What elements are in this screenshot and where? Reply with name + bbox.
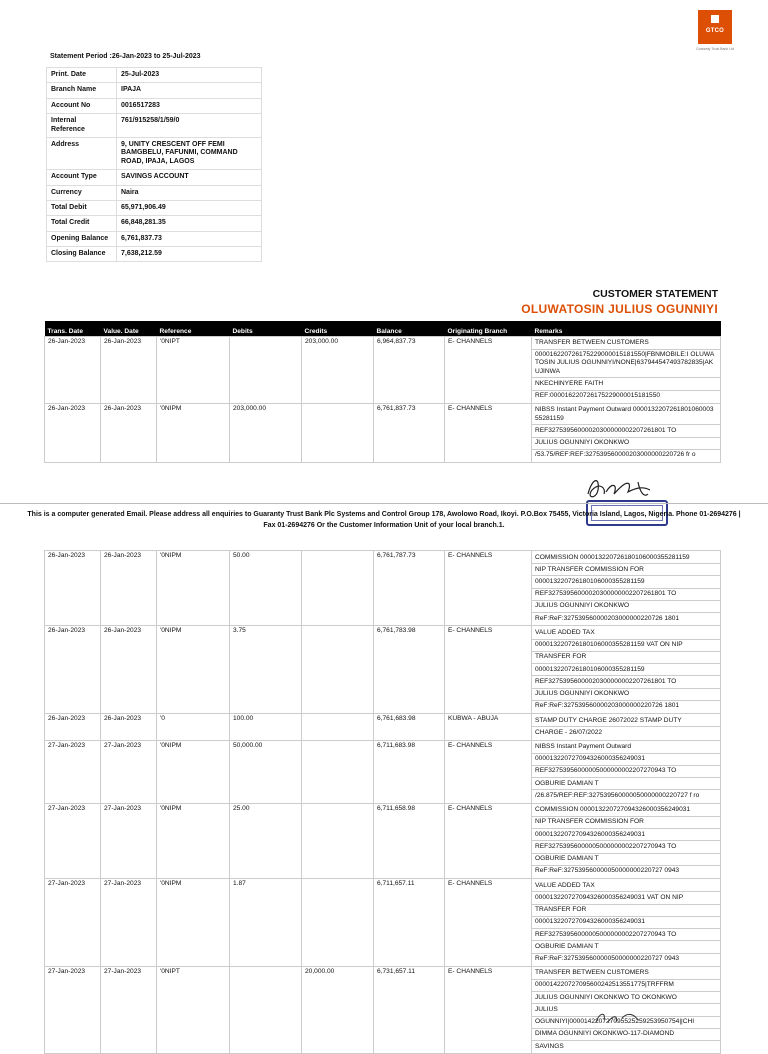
summary-label: Opening Balance bbox=[47, 231, 117, 246]
summary-row bbox=[47, 137, 262, 169]
summary-value: 6,761,837.73 bbox=[117, 231, 262, 246]
cell-value-date: 26-Jan-2023 bbox=[101, 336, 157, 403]
cell-balance: 6,711,657.11 bbox=[374, 879, 445, 967]
cell-reference: '0NIPM bbox=[157, 626, 230, 714]
remark-line: JULIUS OGUNNIYI OKONKWO TO OKONKWO bbox=[532, 992, 720, 1004]
summary-value: Naira bbox=[117, 185, 262, 200]
cell-value-date: 27-Jan-2023 bbox=[101, 803, 157, 878]
column-header: Value. Date bbox=[101, 321, 157, 336]
remark-line: 000013220727094326000356249031 bbox=[532, 829, 720, 841]
summary-label: Account Type bbox=[47, 170, 117, 185]
logo-square-icon bbox=[711, 15, 719, 23]
summary-value: 761/915258/1/59/0 bbox=[117, 114, 262, 138]
transactions-table-page2 bbox=[44, 550, 721, 1054]
cell-reference: '0NIPM bbox=[157, 551, 230, 626]
remark-line: STAMP DUTY CHARGE 26072022 STAMP DUTY bbox=[532, 715, 720, 727]
summary-label: Address bbox=[47, 137, 117, 169]
cell-debit: 50,000.00 bbox=[230, 740, 302, 803]
cell-credit: 20,000.00 bbox=[302, 966, 374, 1054]
gtco-logo bbox=[698, 10, 732, 44]
table-row bbox=[45, 626, 721, 714]
statement-title: CUSTOMER STATEMENT bbox=[592, 288, 718, 300]
cell-branch: KUBWA - ABUJA bbox=[445, 714, 532, 740]
cell-credit bbox=[302, 626, 374, 714]
cell-debit: 100.00 bbox=[230, 714, 302, 740]
remark-line: REF32753956000020300000002207261801 TO bbox=[532, 425, 720, 437]
cell-value-date: 26-Jan-2023 bbox=[101, 626, 157, 714]
cell-value-date: 26-Jan-2023 bbox=[101, 714, 157, 740]
cell-remarks bbox=[532, 714, 721, 740]
cell-debit bbox=[230, 336, 302, 403]
table-row bbox=[45, 803, 721, 878]
cell-branch: E- CHANNELS bbox=[445, 626, 532, 714]
summary-row bbox=[47, 185, 262, 200]
cell-debit: 25.00 bbox=[230, 803, 302, 878]
remark-line: VALUE ADDED TAX bbox=[532, 880, 720, 892]
remark-line: ReF:ReF:327539560000203000000220726 1801 bbox=[535, 614, 680, 622]
cell-debit: 203,000.00 bbox=[230, 403, 302, 462]
remark-line: NIP TRANSFER COMMISSION FOR bbox=[532, 817, 720, 829]
cell-reference: '0NIPT bbox=[157, 966, 230, 1054]
remark-line: TRANSFER BETWEEN CUSTOMERS bbox=[532, 968, 720, 980]
remark-line: TRANSFER BETWEEN CUSTOMERS bbox=[532, 338, 720, 350]
summary-row bbox=[47, 216, 262, 231]
cell-credit bbox=[302, 714, 374, 740]
remark-line: SAVINGS bbox=[535, 1042, 564, 1050]
cell-trans-date: 27-Jan-2023 bbox=[45, 803, 101, 878]
cell-remarks bbox=[532, 803, 721, 878]
footer-disclaimer bbox=[0, 509, 768, 531]
column-header: Credits bbox=[302, 321, 374, 336]
remark-line: OGBURIE DAMIAN T bbox=[532, 941, 720, 953]
remark-line: /53.75/REF:REF:327539560000203000000220726 fr o bbox=[535, 451, 696, 459]
customer-name: OLUWATOSIN JULIUS OGUNNIYI bbox=[521, 302, 718, 316]
cell-remarks bbox=[532, 879, 721, 967]
summary-value: 0016517283 bbox=[117, 98, 262, 113]
summary-row bbox=[47, 200, 262, 215]
cell-credit bbox=[302, 879, 374, 967]
cell-branch: E- CHANNELS bbox=[445, 966, 532, 1054]
cell-trans-date: 27-Jan-2023 bbox=[45, 966, 101, 1054]
column-header: Reference bbox=[157, 321, 230, 336]
summary-row bbox=[47, 98, 262, 113]
summary-value: SAVINGS ACCOUNT bbox=[117, 170, 262, 185]
cell-balance: 6,761,783.98 bbox=[374, 626, 445, 714]
summary-value: 7,638,212.59 bbox=[117, 247, 262, 262]
remark-line: ReF:ReF:327539560000050000000220727 0943 bbox=[535, 955, 680, 962]
remark-line: NIP TRANSFER COMMISSION FOR bbox=[532, 564, 720, 576]
disclaimer-line-1: This is a computer generated Email. Please address all enquiries to Guaranty Trust Bank Plc Systems and Control Group 178, Awolowo Road, Ikoyi. P.O.Box 75455, Victoria Island, Lagos, Nigeria. Phone 01-2694276 | bbox=[27, 511, 741, 518]
cell-remarks bbox=[532, 551, 721, 626]
cell-trans-date: 26-Jan-2023 bbox=[45, 626, 101, 714]
cell-debit bbox=[230, 966, 302, 1054]
divider bbox=[0, 503, 768, 504]
remark-line: NKECHINYERE FAITH bbox=[532, 378, 720, 390]
remark-line: REF32753956000020300000002207261801 TO bbox=[532, 676, 720, 688]
remark-line: ReF:ReF:327539560000050000000220727 0943 bbox=[535, 867, 680, 875]
column-header: Trans. Date bbox=[45, 321, 101, 336]
table-row bbox=[45, 551, 721, 626]
cell-balance: 6,761,837.73 bbox=[374, 403, 445, 462]
cell-credit bbox=[302, 403, 374, 462]
remark-line: VALUE ADDED TAX bbox=[532, 627, 720, 639]
remark-line: OGBURIE DAMIAN T bbox=[532, 854, 720, 866]
remark-line: NIBSS Instant Payment Outward bbox=[532, 742, 720, 754]
summary-label: Account No bbox=[47, 98, 117, 113]
cell-branch: E- CHANNELS bbox=[445, 336, 532, 403]
cell-credit: 203,000.00 bbox=[302, 336, 374, 403]
cell-value-date: 27-Jan-2023 bbox=[101, 740, 157, 803]
cell-remarks bbox=[532, 403, 721, 462]
cell-balance: 6,711,658.98 bbox=[374, 803, 445, 878]
summary-row bbox=[47, 247, 262, 262]
cell-balance: 6,731,657.11 bbox=[374, 966, 445, 1054]
cell-remarks bbox=[532, 626, 721, 714]
remark-line: REF32753956000005000000002207270943 TO bbox=[532, 929, 720, 941]
cell-credit bbox=[302, 551, 374, 626]
summary-row bbox=[47, 68, 262, 83]
cell-balance: 6,761,683.98 bbox=[374, 714, 445, 740]
summary-row bbox=[47, 114, 262, 138]
remark-line: JULIUS bbox=[532, 1004, 720, 1016]
remark-line: 000013220727094326000356249031 bbox=[532, 917, 720, 929]
cell-value-date: 26-Jan-2023 bbox=[101, 551, 157, 626]
remark-line: JULIUS OGUNNIYI OKONKWO bbox=[532, 438, 720, 450]
summary-value: 25-Jul-2023 bbox=[117, 68, 262, 83]
cell-balance: 6,711,683.98 bbox=[374, 740, 445, 803]
cell-balance: 6,964,837.73 bbox=[374, 336, 445, 403]
summary-value: 66,848,281.35 bbox=[117, 216, 262, 231]
cell-branch: E- CHANNELS bbox=[445, 879, 532, 967]
cell-trans-date: 26-Jan-2023 bbox=[45, 714, 101, 740]
table-row bbox=[45, 714, 721, 740]
cell-value-date: 27-Jan-2023 bbox=[101, 966, 157, 1054]
summary-value: 9, UNITY CRESCENT OFF FEMI BAMGBELU, FAFUNMI, COMMAND ROAD, IPAJA, LAGOS bbox=[117, 137, 262, 169]
remark-line: REF32753956000020300000002207261801 TO bbox=[532, 589, 720, 601]
remark-line: DIMMA OGUNNIYI OKONKWO-117-DIAMOND bbox=[532, 1029, 720, 1041]
remark-line: TRANSFER FOR bbox=[532, 905, 720, 917]
disclaimer-line-2: Fax 01-2694276 Or the Customer Information Unit of your local branch.1. bbox=[263, 522, 505, 530]
cell-remarks bbox=[532, 336, 721, 403]
cell-trans-date: 27-Jan-2023 bbox=[45, 879, 101, 967]
remark-line: TRANSFER FOR bbox=[532, 652, 720, 664]
cell-trans-date: 26-Jan-2023 bbox=[45, 403, 101, 462]
cell-branch: E- CHANNELS bbox=[445, 740, 532, 803]
cell-reference: '0NIPM bbox=[157, 403, 230, 462]
cell-trans-date: 26-Jan-2023 bbox=[45, 336, 101, 403]
summary-row bbox=[47, 231, 262, 246]
statement-period: Statement Period :26-Jan-2023 to 25-Jul-2023 bbox=[50, 53, 201, 60]
remark-line: JULIUS OGUNNIYI OKONKWO bbox=[532, 601, 720, 613]
summary-row bbox=[47, 170, 262, 185]
cell-branch: E- CHANNELS bbox=[445, 551, 532, 626]
cell-debit: 1.87 bbox=[230, 879, 302, 967]
cell-reference: '0NIPT bbox=[157, 336, 230, 403]
cell-credit bbox=[302, 740, 374, 803]
remark-line: 000013220727094326000356249031 bbox=[532, 754, 720, 766]
remark-line: ReF:ReF:327539560000203000000220726 1801 bbox=[535, 702, 680, 710]
account-summary-table bbox=[46, 67, 262, 262]
summary-label: Closing Balance bbox=[47, 247, 117, 262]
remark-line: COMMISSION 000013220727094326000356249031 bbox=[532, 805, 720, 817]
summary-label: Currency bbox=[47, 185, 117, 200]
remark-line: JULIUS OGUNNIYI OKONKWO bbox=[532, 689, 720, 701]
remark-line: 000013220726180106000355281159 bbox=[532, 664, 720, 676]
table-row bbox=[45, 879, 721, 967]
summary-label: Branch Name bbox=[47, 83, 117, 98]
remark-line: /26.875/REF:REF:327539560000050000000220727 f ro bbox=[535, 791, 700, 799]
cell-trans-date: 26-Jan-2023 bbox=[45, 551, 101, 626]
cell-remarks bbox=[532, 740, 721, 803]
cell-credit bbox=[302, 803, 374, 878]
transactions-table-page1 bbox=[44, 321, 721, 463]
table-row bbox=[45, 403, 721, 462]
remark-line: OGUNNIYI|000014220727095525259253950754||CHI bbox=[532, 1017, 720, 1029]
cell-reference: '0 bbox=[157, 714, 230, 740]
table-row bbox=[45, 336, 721, 403]
remark-line: REF:000016220726175229000015181550 bbox=[535, 392, 661, 400]
remark-line: NIBSS Instant Payment Outward 000013220726180106000355281159 bbox=[532, 405, 720, 425]
cell-reference: '0NIPM bbox=[157, 879, 230, 967]
cell-value-date: 26-Jan-2023 bbox=[101, 403, 157, 462]
remark-line: COMMISSION 000013220726180106000355281159 bbox=[532, 552, 720, 564]
remark-line: REF32753956000005000000002207270943 TO bbox=[532, 841, 720, 853]
cell-trans-date: 27-Jan-2023 bbox=[45, 740, 101, 803]
cell-branch: E- CHANNELS bbox=[445, 803, 532, 878]
logo-text: GTCO bbox=[705, 28, 725, 34]
column-header: Balance bbox=[374, 321, 445, 336]
column-header: Remarks bbox=[532, 321, 721, 336]
remark-line: 000014220727095600242513551775|TRFFRM bbox=[532, 980, 720, 992]
remark-line: 000013220727094326000356249031 VAT ON NIP bbox=[532, 892, 720, 904]
summary-label: Total Credit bbox=[47, 216, 117, 231]
cell-reference: '0NIPM bbox=[157, 740, 230, 803]
remark-line: 000013220726180106000355281159 VAT ON NIP bbox=[532, 640, 720, 652]
cell-branch: E- CHANNELS bbox=[445, 403, 532, 462]
summary-value: 65,971,906.49 bbox=[117, 200, 262, 215]
table-row bbox=[45, 740, 721, 803]
column-header: Debits bbox=[230, 321, 302, 336]
logo-tagline: Guaranty Trust Bank Ltd bbox=[696, 47, 734, 51]
remark-line: REF32753956000005000000002207270943 TO bbox=[532, 766, 720, 778]
remark-line: CHARGE - 26/07/2022 bbox=[535, 728, 603, 736]
signature-icon-bottom bbox=[588, 1010, 668, 1024]
remark-line: OGBURIE DAMIAN T bbox=[532, 778, 720, 790]
remark-line: 000013220726180106000355281159 bbox=[532, 576, 720, 588]
summary-row bbox=[47, 83, 262, 98]
cell-balance: 6,761,787.73 bbox=[374, 551, 445, 626]
summary-value: IPAJA bbox=[117, 83, 262, 98]
cell-debit: 3.75 bbox=[230, 626, 302, 714]
remark-line: 000016220726175229000015181550|FBNMOBILE:I OLUWATOSIN JULIUS OGUNNIYI/NONE|637944547493782835|AKUJINWA bbox=[532, 350, 720, 379]
cell-debit: 50.00 bbox=[230, 551, 302, 626]
cell-value-date: 27-Jan-2023 bbox=[101, 879, 157, 967]
column-header: Originating Branch bbox=[445, 321, 532, 336]
summary-label: Internal Reference bbox=[47, 114, 117, 138]
summary-label: Total Debit bbox=[47, 200, 117, 215]
cell-reference: '0NIPM bbox=[157, 803, 230, 878]
summary-label: Print. Date bbox=[47, 68, 117, 83]
